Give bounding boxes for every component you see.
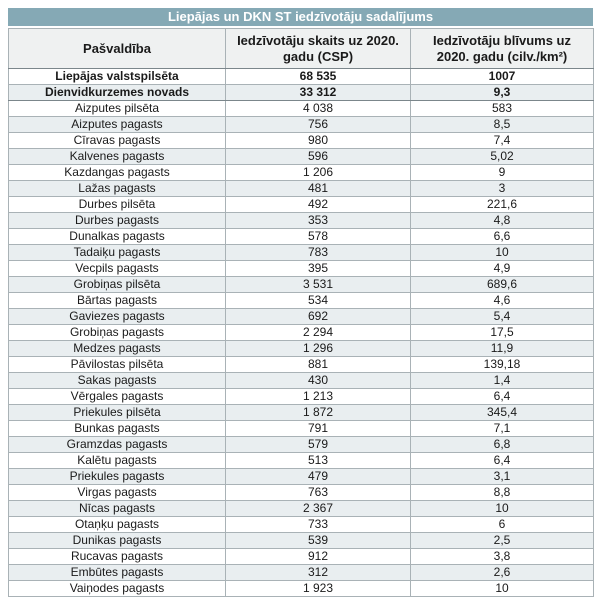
table-header <box>9 29 594 69</box>
table-row <box>9 549 594 565</box>
population-cell: 579 <box>226 437 411 453</box>
municipality-name-cell: Lažas pagasts <box>9 181 226 197</box>
table-row <box>9 245 594 261</box>
population-cell: 1 213 <box>226 389 411 405</box>
municipality-name-cell: Durbes pagasts <box>9 213 226 229</box>
table-row <box>9 517 594 533</box>
density-cell: 4,6 <box>411 293 594 309</box>
municipality-name-cell: Vērgales pagasts <box>9 389 226 405</box>
table-row <box>9 101 594 117</box>
municipality-name-cell: Dienvidkurzemes novads <box>9 85 226 101</box>
table-row <box>9 469 594 485</box>
population-cell: 1 923 <box>226 581 411 597</box>
municipality-name-cell: Virgas pagasts <box>9 485 226 501</box>
population-cell: 4 038 <box>226 101 411 117</box>
table-row <box>9 261 594 277</box>
population-cell: 1 872 <box>226 405 411 421</box>
table-row <box>9 325 594 341</box>
municipality-name-cell: Vecpils pagasts <box>9 261 226 277</box>
population-cell: 539 <box>226 533 411 549</box>
table-row <box>9 277 594 293</box>
table-row <box>9 293 594 309</box>
table-row <box>9 229 594 245</box>
density-cell: 6,4 <box>411 389 594 405</box>
column-header-population: Iedzīvotāju skaits uz 2020. gadu (CSP) <box>226 29 411 69</box>
municipality-name-cell: Aizputes pilsēta <box>9 101 226 117</box>
municipality-name-cell: Cīravas pagasts <box>9 133 226 149</box>
density-cell: 345,4 <box>411 405 594 421</box>
population-cell: 1 206 <box>226 165 411 181</box>
table-row <box>9 373 594 389</box>
density-cell: 17,5 <box>411 325 594 341</box>
density-cell: 6 <box>411 517 594 533</box>
municipality-name-cell: Gaviezes pagasts <box>9 309 226 325</box>
table-row <box>9 85 594 101</box>
table-row <box>9 421 594 437</box>
municipality-name-cell: Kalētu pagasts <box>9 453 226 469</box>
column-header-municipality: Pašvaldība <box>9 29 226 69</box>
table-row <box>9 117 594 133</box>
density-cell: 5,02 <box>411 149 594 165</box>
table-row <box>9 453 594 469</box>
table-row <box>9 341 594 357</box>
table-row <box>9 437 594 453</box>
population-cell: 912 <box>226 549 411 565</box>
table-row <box>9 213 594 229</box>
table-row <box>9 133 594 149</box>
table-row <box>9 405 594 421</box>
population-cell: 430 <box>226 373 411 389</box>
density-cell: 7,4 <box>411 133 594 149</box>
municipality-name-cell: Bunkas pagasts <box>9 421 226 437</box>
municipality-name-cell: Sakas pagasts <box>9 373 226 389</box>
population-cell: 2 367 <box>226 501 411 517</box>
population-cell: 479 <box>226 469 411 485</box>
density-cell: 8,8 <box>411 485 594 501</box>
population-cell: 756 <box>226 117 411 133</box>
population-cell: 353 <box>226 213 411 229</box>
population-cell: 733 <box>226 517 411 533</box>
municipality-name-cell: Rucavas pagasts <box>9 549 226 565</box>
municipality-name-cell: Embūtes pagasts <box>9 565 226 581</box>
density-cell: 10 <box>411 581 594 597</box>
population-cell: 312 <box>226 565 411 581</box>
table-row <box>9 197 594 213</box>
density-cell: 221,6 <box>411 197 594 213</box>
density-cell: 3,1 <box>411 469 594 485</box>
municipality-name-cell: Grobiņas pilsēta <box>9 277 226 293</box>
population-cell: 763 <box>226 485 411 501</box>
table-row <box>9 309 594 325</box>
density-cell: 6,4 <box>411 453 594 469</box>
municipality-name-cell: Otaņķu pagasts <box>9 517 226 533</box>
population-cell: 68 535 <box>226 69 411 85</box>
density-cell: 9 <box>411 165 594 181</box>
municipality-name-cell: Aizputes pagasts <box>9 117 226 133</box>
municipality-name-cell: Dunalkas pagasts <box>9 229 226 245</box>
table-row <box>9 565 594 581</box>
population-cell: 596 <box>226 149 411 165</box>
density-cell: 4,9 <box>411 261 594 277</box>
municipality-name-cell: Tadaiķu pagasts <box>9 245 226 261</box>
table-row <box>9 501 594 517</box>
density-cell: 139,18 <box>411 357 594 373</box>
municipality-name-cell: Bārtas pagasts <box>9 293 226 309</box>
density-cell: 2,5 <box>411 533 594 549</box>
municipality-name-cell: Nīcas pagasts <box>9 501 226 517</box>
municipality-name-cell: Priekules pilsēta <box>9 405 226 421</box>
table-row <box>9 181 594 197</box>
table-row <box>9 581 594 597</box>
population-cell: 534 <box>226 293 411 309</box>
table-row <box>9 389 594 405</box>
municipality-name-cell: Priekules pagasts <box>9 469 226 485</box>
table-row <box>9 149 594 165</box>
municipality-name-cell: Liepājas valstspilsēta <box>9 69 226 85</box>
municipality-name-cell: Medzes pagasts <box>9 341 226 357</box>
density-cell: 11,9 <box>411 341 594 357</box>
density-cell: 2,6 <box>411 565 594 581</box>
population-cell: 2 294 <box>226 325 411 341</box>
density-cell: 1,4 <box>411 373 594 389</box>
population-cell: 791 <box>226 421 411 437</box>
municipality-name-cell: Grobiņas pagasts <box>9 325 226 341</box>
municipality-name-cell: Pāvilostas pilsēta <box>9 357 226 373</box>
density-cell: 583 <box>411 101 594 117</box>
density-cell: 9,3 <box>411 85 594 101</box>
population-cell: 980 <box>226 133 411 149</box>
density-cell: 10 <box>411 245 594 261</box>
municipality-name-cell: Gramzdas pagasts <box>9 437 226 453</box>
density-cell: 5,4 <box>411 309 594 325</box>
population-cell: 492 <box>226 197 411 213</box>
population-cell: 481 <box>226 181 411 197</box>
municipality-name-cell: Dunikas pagasts <box>9 533 226 549</box>
density-cell: 689,6 <box>411 277 594 293</box>
density-cell: 3,8 <box>411 549 594 565</box>
density-cell: 6,8 <box>411 437 594 453</box>
population-cell: 881 <box>226 357 411 373</box>
density-cell: 10 <box>411 501 594 517</box>
column-header-density: Iedzīvotāju blīvums uz 2020. gadu (cilv./km²) <box>411 29 594 69</box>
municipality-name-cell: Kazdangas pagasts <box>9 165 226 181</box>
table-row <box>9 165 594 181</box>
population-cell: 3 531 <box>226 277 411 293</box>
header-row <box>9 29 594 69</box>
table-row <box>9 357 594 373</box>
municipality-name-cell: Vaiņodes pagasts <box>9 581 226 597</box>
density-cell: 8,5 <box>411 117 594 133</box>
municipality-name-cell: Durbes pilsēta <box>9 197 226 213</box>
population-cell: 395 <box>226 261 411 277</box>
population-cell: 783 <box>226 245 411 261</box>
municipality-name-cell: Kalvenes pagasts <box>9 149 226 165</box>
table-row <box>9 485 594 501</box>
population-cell: 692 <box>226 309 411 325</box>
population-cell: 578 <box>226 229 411 245</box>
table-row <box>9 533 594 549</box>
density-cell: 7,1 <box>411 421 594 437</box>
density-cell: 4,8 <box>411 213 594 229</box>
population-cell: 33 312 <box>226 85 411 101</box>
density-cell: 1007 <box>411 69 594 85</box>
density-cell: 3 <box>411 181 594 197</box>
table-row <box>9 69 594 85</box>
population-cell: 513 <box>226 453 411 469</box>
table-title: Liepājas un DKN ST iedzīvotāju sadalījums <box>8 8 593 26</box>
density-cell: 6,6 <box>411 229 594 245</box>
population-table <box>8 28 594 597</box>
table-body <box>9 69 594 597</box>
population-cell: 1 296 <box>226 341 411 357</box>
